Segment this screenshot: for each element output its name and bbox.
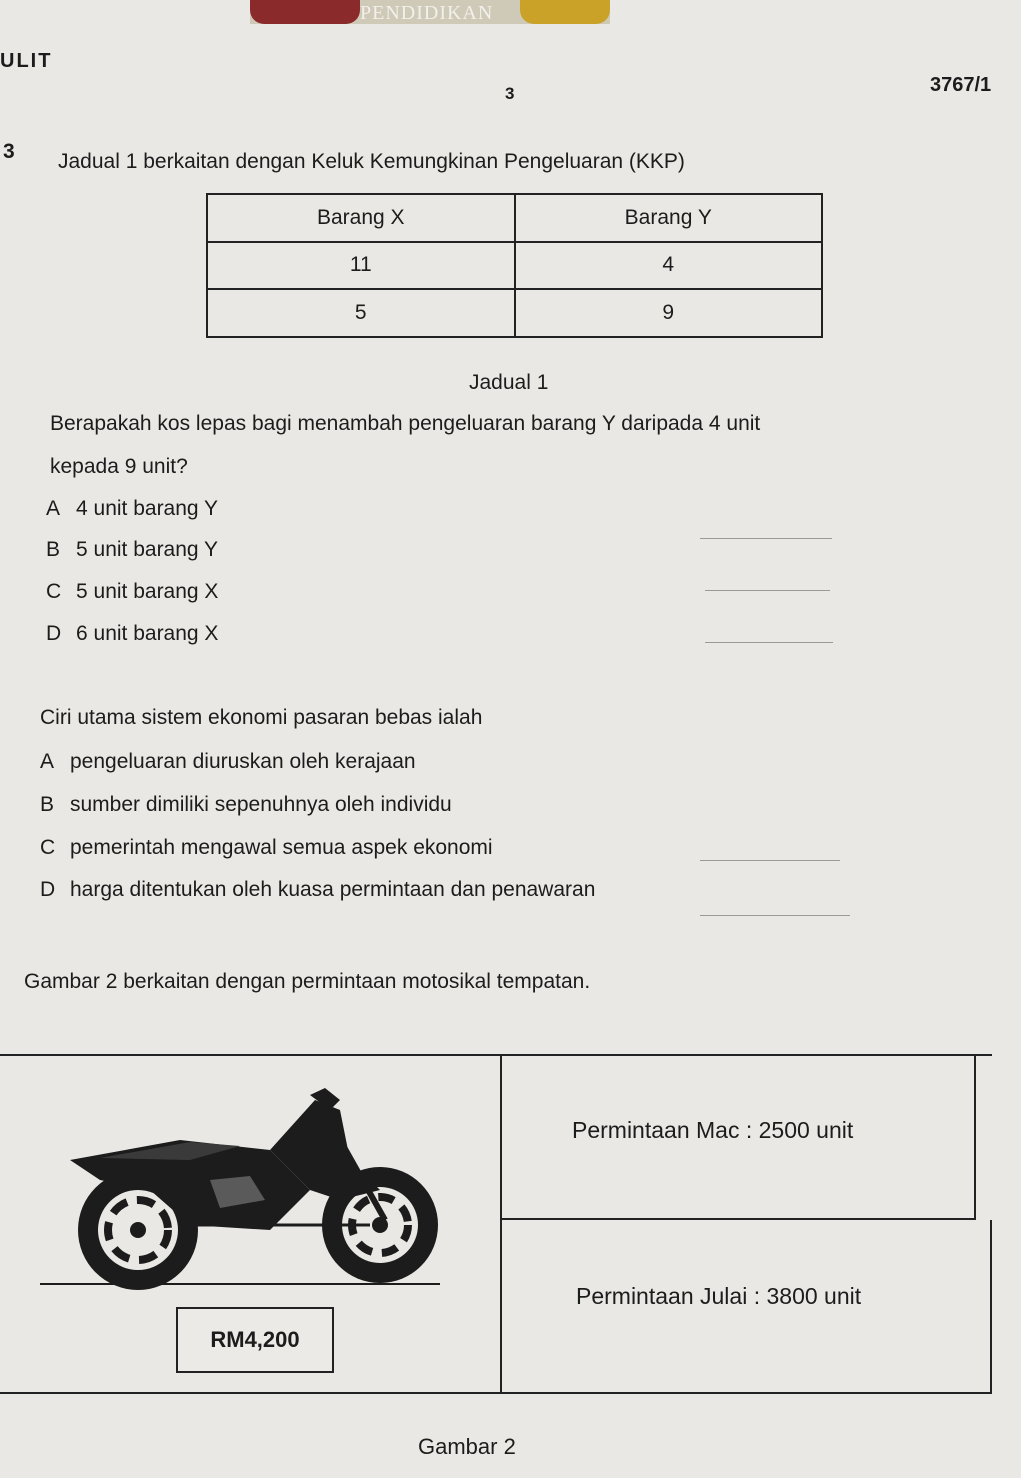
question-4-option-d	[40, 878, 595, 902]
option-text: 4 unit barang Y	[76, 497, 219, 520]
figure-border-right	[974, 1056, 976, 1220]
option-letter: C	[46, 580, 62, 603]
option-letter: D	[40, 878, 56, 901]
price-label: RM4,200	[176, 1307, 334, 1373]
banner-text: PENDIDIKAN	[360, 2, 494, 24]
table-cell: 9	[515, 289, 823, 337]
header-banner	[250, 0, 610, 24]
question-3-option-a	[46, 497, 218, 521]
banner-logo-left	[250, 0, 360, 24]
option-letter: B	[46, 538, 61, 561]
option-text: harga ditentukan oleh kuasa permintaan dan penawaran	[70, 878, 596, 901]
option-text: 5 unit barang Y	[76, 538, 219, 561]
show-through-line	[700, 538, 832, 539]
question-3-option-b	[46, 538, 218, 562]
question-4-option-a	[40, 750, 416, 774]
option-text: sumber dimiliki sepenuhnya oleh individu	[70, 793, 452, 816]
option-letter: C	[40, 836, 56, 859]
option-letter: A	[46, 497, 61, 520]
question-3-option-d	[46, 622, 218, 646]
paper-code: 3767/1	[930, 74, 992, 96]
question-3-prompt-line-2: kepada 9 unit?	[50, 455, 188, 478]
table-cell: 5	[207, 289, 515, 337]
kkp-table	[206, 193, 823, 338]
question-3-number: 3	[3, 140, 15, 163]
demand-july: Permintaan Julai : 3800 unit	[576, 1283, 862, 1309]
table-cell: 11	[207, 242, 515, 290]
question-3-stem: Jadual 1 berkaitan dengan Keluk Kemungkinan Pengeluaran (KKP)	[58, 150, 685, 173]
question-4-option-b	[40, 793, 452, 817]
question-4-option-c	[40, 836, 493, 860]
question-4-stem: Ciri utama sistem ekonomi pasaran bebas ialah	[40, 706, 483, 729]
question-3-option-c	[46, 580, 218, 604]
show-through-line	[700, 860, 840, 861]
header-left-text: ULIT	[0, 50, 53, 72]
option-letter: B	[40, 793, 55, 816]
show-through-line	[705, 642, 833, 643]
question-5-stem: Gambar 2 berkaitan dengan permintaan motosikal tempatan.	[24, 970, 591, 993]
option-letter: A	[40, 750, 55, 773]
table-caption: Jadual 1	[469, 371, 549, 394]
figure-divider-vertical	[500, 1056, 502, 1392]
figure-border-right	[990, 1220, 992, 1392]
page-number: 3	[505, 84, 515, 103]
demand-march: Permintaan Mac : 2500 unit	[572, 1117, 854, 1143]
table-header-row	[207, 194, 822, 242]
option-text: 5 unit barang X	[76, 580, 219, 603]
show-through-line	[700, 915, 850, 916]
banner-logo-right	[520, 0, 610, 24]
table-cell: 4	[515, 242, 823, 290]
figure-divider-horizontal	[502, 1218, 976, 1220]
table-header-cell: Barang X	[207, 194, 515, 242]
motorcycle-icon	[40, 1080, 460, 1300]
option-text: 6 unit barang X	[76, 622, 219, 645]
question-3-prompt-line-1: Berapakah kos lepas bagi menambah pengeluaran barang Y daripada 4 unit	[50, 412, 761, 435]
show-through-line	[705, 590, 830, 591]
option-text: pengeluaran diuruskan oleh kerajaan	[70, 750, 416, 773]
figure-caption: Gambar 2	[418, 1434, 516, 1459]
table-row	[207, 289, 822, 337]
table-header-cell: Barang Y	[515, 194, 823, 242]
option-text: pemerintah mengawal semua aspek ekonomi	[70, 836, 493, 859]
table-row	[207, 242, 822, 290]
option-letter: D	[46, 622, 62, 645]
